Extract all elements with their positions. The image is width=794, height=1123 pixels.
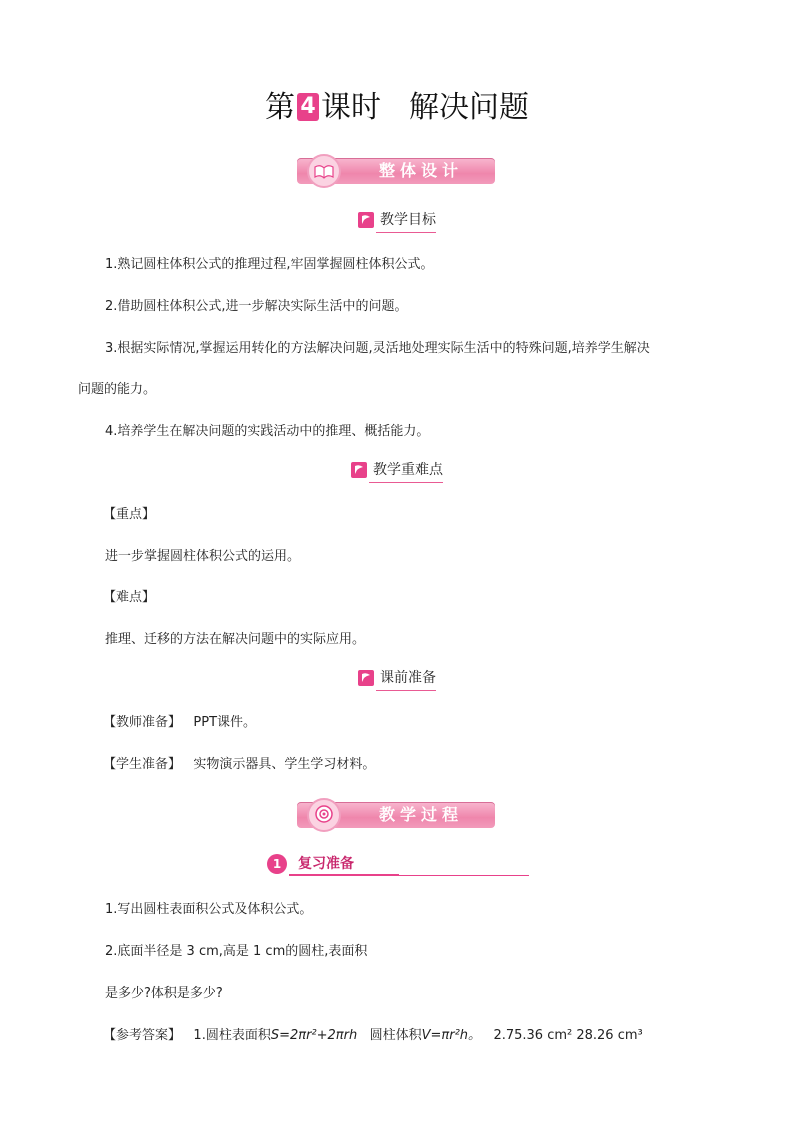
section-key-difficult-title: 教学重难点 <box>373 462 443 478</box>
teacher-prep-label: 【教师准备】 <box>103 715 182 730</box>
design-banner <box>297 158 495 184</box>
review-q2-line1: 2.底面半径是 3 cm,高是 1 cm的圆柱,表面积 <box>105 944 368 959</box>
section-prep-title: 课前准备 <box>380 670 436 686</box>
answer-1-text: 1.圆柱表面积 <box>193 1028 271 1043</box>
student-prep-label: 【学生准备】 <box>103 757 182 772</box>
flag-icon <box>358 212 374 228</box>
flag-icon <box>358 670 374 686</box>
design-banner-label: 整体设计 <box>378 161 463 180</box>
title-subject: 解决问题 <box>409 90 529 125</box>
difficult-text: 推理、迁移的方法在解决问题中的实际应用。 <box>105 632 366 647</box>
difficult-label: 【难点】 <box>103 590 156 605</box>
lesson-title <box>0 86 794 130</box>
review-q2-line2: 是多少?体积是多少? <box>105 986 223 1001</box>
student-prep-text: 实物演示器具、学生学习材料。 <box>193 757 376 772</box>
book-icon <box>307 154 341 188</box>
answer-1-formula2: V=πr²h。 <box>421 1028 482 1043</box>
section-number-badge: 1 <box>267 854 287 874</box>
review-section-title: 复习准备 <box>298 856 354 872</box>
process-banner <box>297 802 495 828</box>
target-icon <box>307 798 341 832</box>
answer-1-formula: S=2πr²+2πrh <box>270 1028 358 1043</box>
answer-label: 【参考答案】 <box>103 1028 182 1043</box>
goal-3: 3.根据实际情况,掌握运用转化的方法解决问题,灵活地处理实际生活中的特殊问题,培养学生解决 <box>105 341 650 356</box>
answer-2: 2.75.36 cm² 28.26 cm³ <box>493 1028 643 1043</box>
student-prep <box>103 755 375 775</box>
review-section-heading <box>267 852 529 876</box>
goal-3-cont: 问题的能力。 <box>78 382 157 397</box>
goal-2: 2.借助圆柱体积公式,进一步解决实际生活中的问题。 <box>105 299 408 314</box>
process-banner-label: 教学过程 <box>378 805 463 824</box>
section-goals <box>0 210 794 230</box>
section-goals-title: 教学目标 <box>380 212 436 228</box>
key-text: 进一步掌握圆柱体积公式的运用。 <box>105 549 301 564</box>
section-prep <box>0 668 794 688</box>
goal-4: 4.培养学生在解决问题的实践活动中的推理、概括能力。 <box>105 424 430 439</box>
lesson-number-badge: 4 <box>297 93 319 121</box>
title-suffix: 课时 <box>321 90 381 125</box>
teacher-prep <box>103 713 256 733</box>
title-prefix: 第 <box>265 90 295 125</box>
answer-1-text2: 圆柱体积 <box>369 1028 422 1043</box>
key-label: 【重点】 <box>103 507 156 522</box>
section-key-difficult <box>0 460 794 480</box>
review-answer <box>103 1026 643 1046</box>
teacher-prep-text: PPT课件。 <box>193 715 257 730</box>
flag-icon <box>351 462 367 478</box>
goal-1: 1.熟记圆柱体积公式的推理过程,牢固掌握圆柱体积公式。 <box>105 257 434 272</box>
review-q1: 1.写出圆柱表面积公式及体积公式。 <box>105 902 313 917</box>
